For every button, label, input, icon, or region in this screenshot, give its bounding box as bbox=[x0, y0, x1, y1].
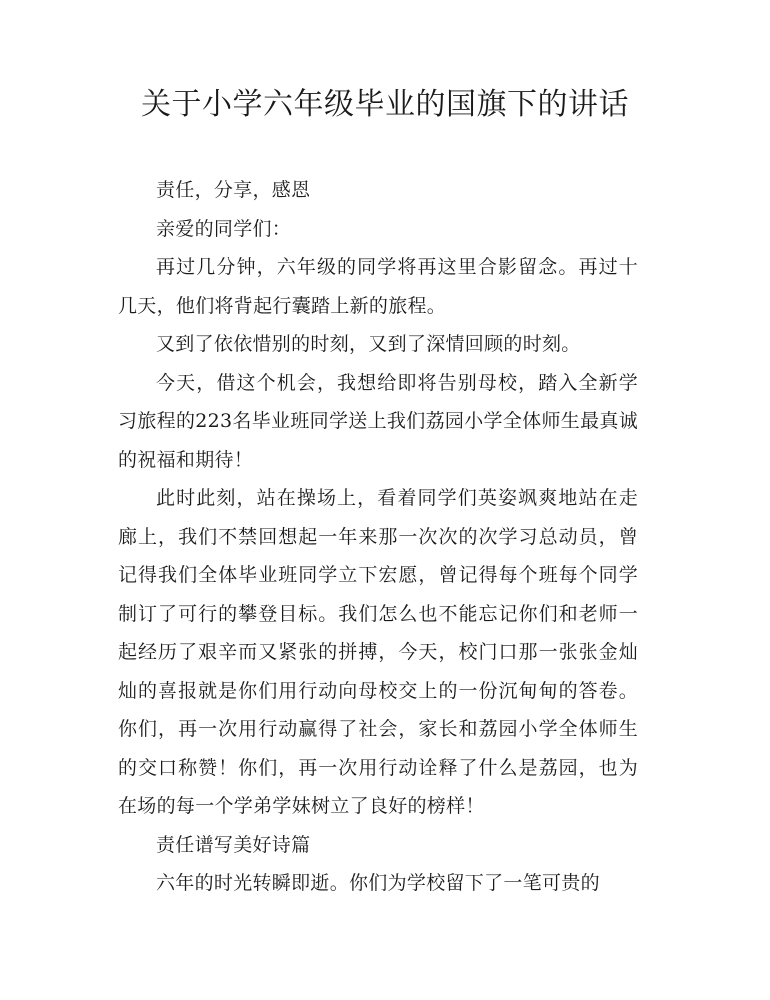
paragraph-salutation: 亲爱的同学们： bbox=[156, 217, 292, 240]
section-heading: 责任谱写美好诗篇 bbox=[156, 833, 311, 856]
document-body bbox=[118, 171, 638, 903]
document-title: 关于小学六年级毕业的国旗下的讲话 bbox=[141, 87, 629, 122]
paragraph: 又到了依依惜别的时刻，又到了深情回顾的时刻。 bbox=[156, 333, 581, 355]
paragraph: 再过几分钟，六年级的同学将再这里合影留念。再过十几天，他们将背起行囊踏上新的旅程。 bbox=[118, 256, 638, 317]
paragraph-theme: 责任，分享，感恩 bbox=[156, 179, 311, 201]
paragraph: 六年的时光转瞬即逝。你们为学校留下了一笔可贵的 bbox=[156, 872, 600, 894]
paragraph: 此时此刻，站在操场上，看着同学们英姿飒爽地站在走廊上，我们不禁回想起一年来那一次次的次学习总动员，曾记得我们全体毕业班同学立下宏愿，曾记得每个班每个同学制订了可行的攀登目标。我们怎么也不能忘记你们和老师一起经历了艰辛而又紧张的拼搏，今天，校门口那一张张金灿灿的喜报就是你们用行动向母校交上的一份沉甸甸的答卷。你们，再一次用行动赢得了社会，家长和荔园小学全体师生的交口称赞！你们，再一次用行动诠释了什么是荔园，也为在场的每一个学弟学妹树立了良好的榜样！ bbox=[118, 487, 638, 817]
paragraph: 今天，借这个机会，我想给即将告别母校，踏入全新学习旅程的223名毕业班同学送上我们荔园小学全体师生最真诚的祝福和期待！ bbox=[118, 371, 638, 471]
